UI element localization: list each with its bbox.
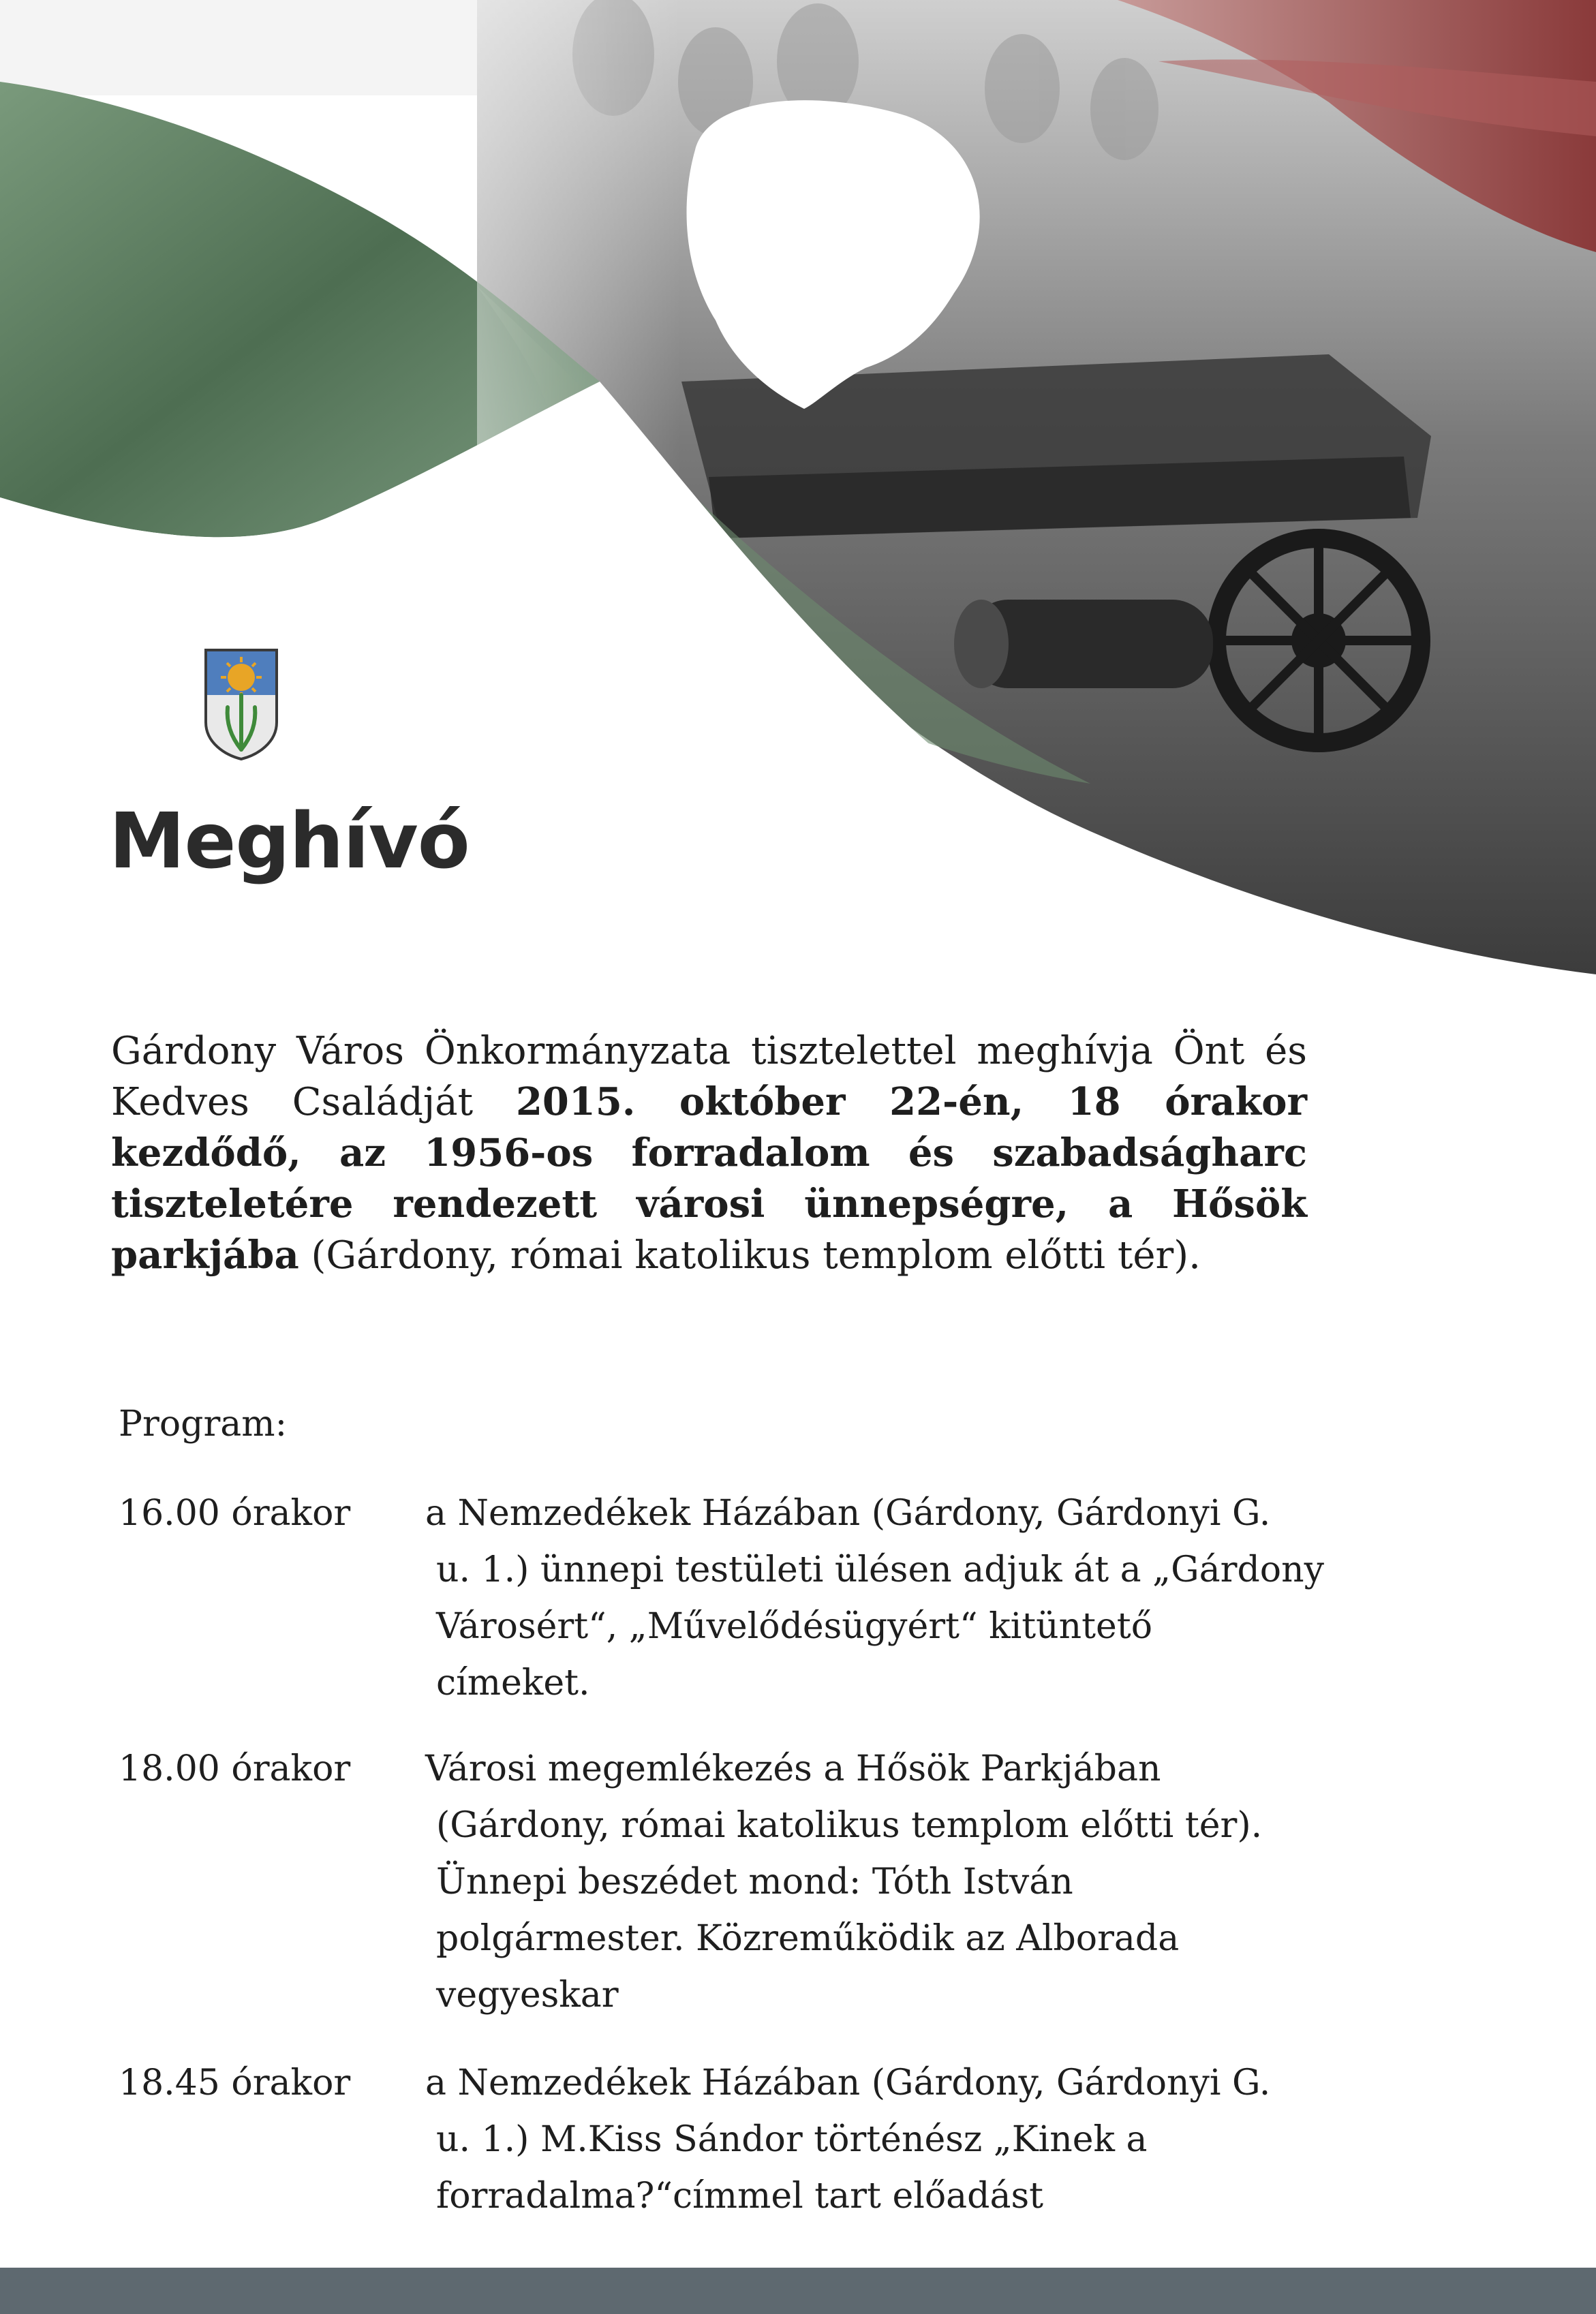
invitation-text: [111, 1025, 1307, 1281]
coat-of-arms-icon: [203, 647, 279, 762]
program-description-line: vegyeskar: [436, 1975, 619, 2016]
program-description-line: u. 1.) M.Kiss Sándor történész „Kinek a: [436, 2119, 1148, 2160]
program-description-line: Városi megemlékezés a Hősök Parkjában: [425, 1748, 1161, 1789]
program-description-line: Városért“, „Művelődésügyért“ kitüntető: [436, 1606, 1152, 1647]
invitation-text-intro: Gárdony Város Önkormányzata tisztelettel meghívja Önt és Kedves Családját: [111, 1029, 1307, 1124]
program-label: Program:: [119, 1404, 288, 1445]
invitation-event-details: 2015. október 22-én, 18 órakor kezdődő, az 1956-os forradalom és szabadságharc tiszteletére rendezett városi ünnepségre, a Hősök parkjába: [111, 1079, 1307, 1278]
program-description-line: címeket.: [436, 1663, 590, 1703]
page-title: Meghívó: [109, 797, 470, 886]
program-description-line: u. 1.) ünnepi testületi ülésen adjuk át a „Gárdony: [436, 1549, 1324, 1590]
program-description-line: a Nemzedékek Házában (Gárdony, Gárdonyi G.: [425, 1493, 1271, 1534]
invitation-location-note: (Gárdony, római katolikus templom előtti tér).: [298, 1233, 1201, 1278]
program-description: [425, 1485, 1324, 1712]
program-item: [119, 1741, 1318, 2027]
program-description: [425, 1741, 1304, 2024]
program-item: [119, 1485, 1324, 1717]
program-time: 18.45 órakor: [119, 2063, 351, 2103]
program-description: [425, 2055, 1304, 2225]
program-description-line: forradalma?“címmel tart előadást: [436, 2176, 1044, 2217]
program-time: 16.00 órakor: [119, 1493, 351, 1534]
program-description-line: a Nemzedékek Házában (Gárdony, Gárdonyi G.: [425, 2063, 1271, 2103]
program-description-line: Ünnepi beszédet mond: Tóth István: [436, 1862, 1073, 1902]
program-time: 18.00 órakor: [119, 1748, 351, 1789]
program-item: [119, 2055, 1318, 2232]
footer-bar: [0, 2268, 1596, 2314]
program-description-line: (Gárdony, római katolikus templom előtti tér).: [436, 1805, 1263, 1846]
program-description-line: polgármester. Közreműködik az Alborada: [436, 1918, 1180, 1959]
